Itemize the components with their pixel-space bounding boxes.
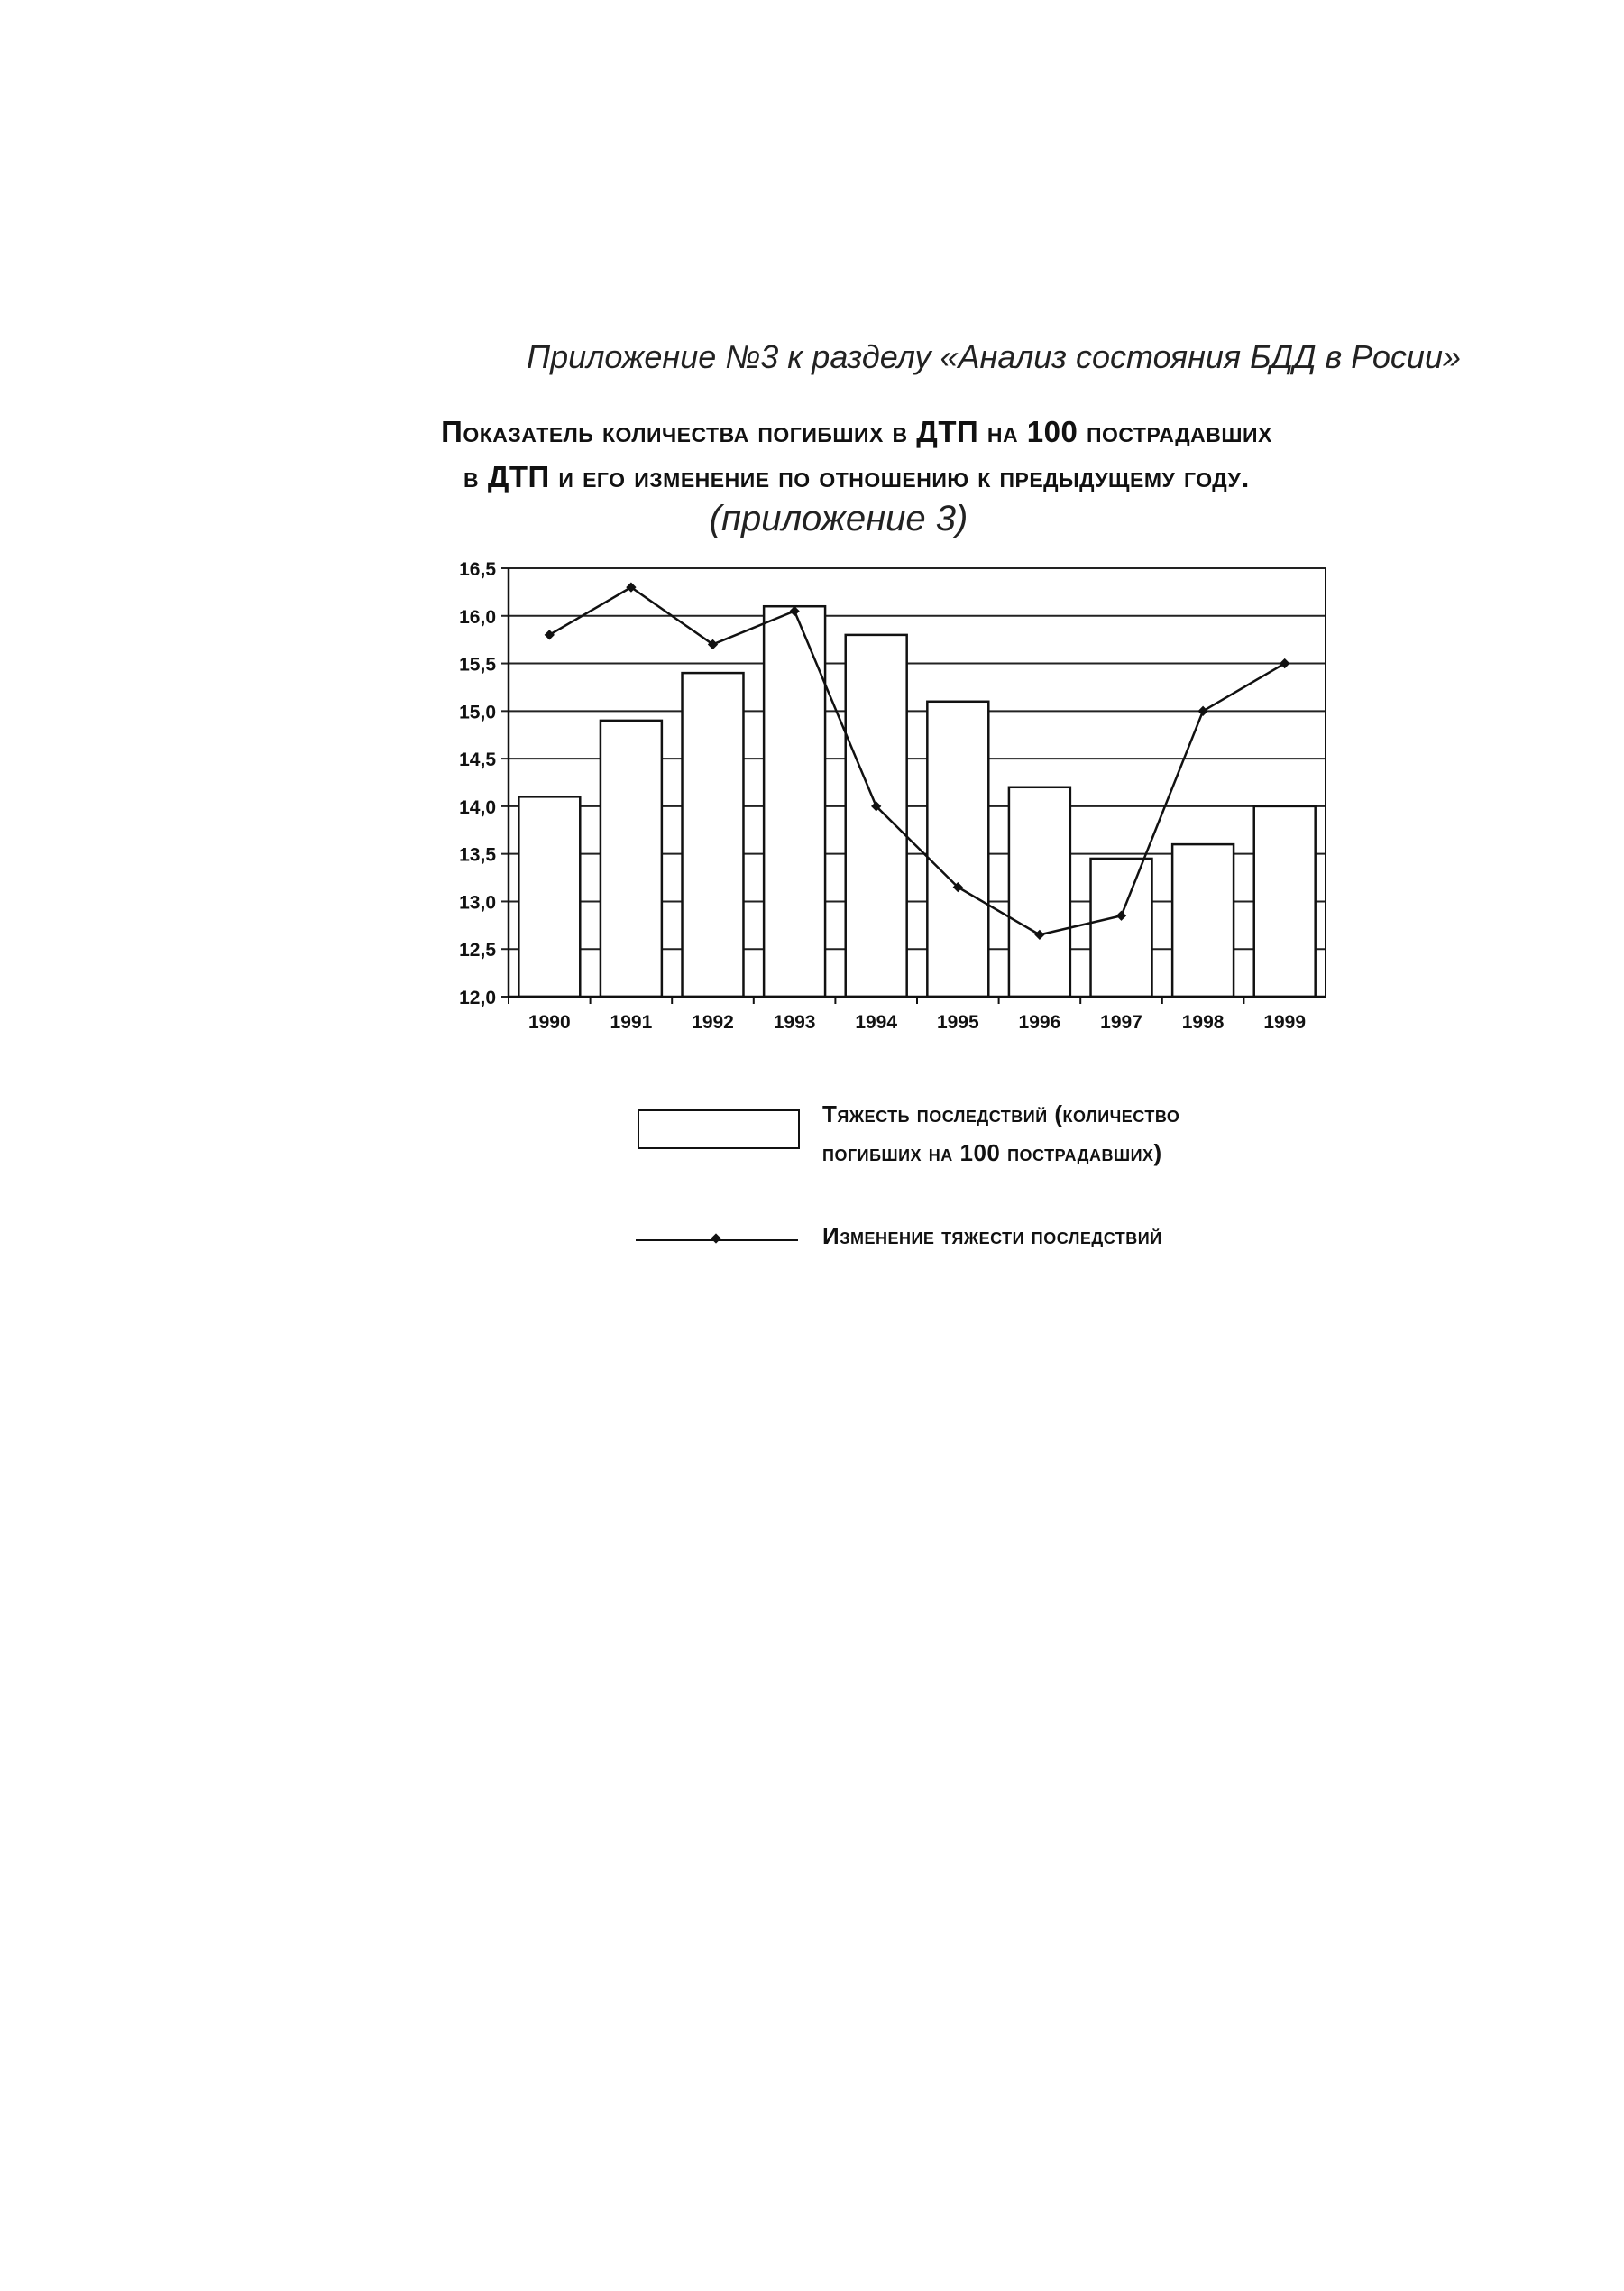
y-tick-label: 13,5	[459, 844, 496, 866]
x-tick-label: 1990	[528, 1012, 571, 1033]
line-point	[545, 630, 555, 639]
bar	[1091, 859, 1152, 997]
bar	[518, 796, 580, 997]
legend-bars-label-line-1: Тяжесть последствий (количество	[822, 1100, 1180, 1127]
legend-bars-label-line-2: погибших на 100 пострадавших)	[822, 1139, 1162, 1166]
x-tick-label: 1995	[936, 1012, 979, 1033]
chart	[424, 550, 1344, 1037]
y-tick-label: 14,5	[459, 750, 496, 771]
y-tick-label: 15,5	[459, 654, 496, 676]
bar	[1254, 806, 1316, 997]
legend-bar-swatch	[638, 1109, 800, 1149]
x-tick-label: 1991	[610, 1012, 653, 1033]
y-tick-labels	[459, 559, 496, 1008]
x-tick-label: 1994	[855, 1012, 898, 1033]
bar	[683, 673, 744, 997]
chart-title-line-1: Показатель количества погибших в ДТП на 100 пострадавших	[441, 415, 1272, 448]
bar	[927, 702, 988, 997]
legend-line-label: Изменение тяжести последствий	[822, 1222, 1162, 1249]
y-tick-label: 16,5	[459, 559, 496, 580]
chart-subtitle: (приложение 3)	[709, 499, 968, 538]
y-tick-label: 15,0	[459, 702, 496, 723]
line-point	[1197, 706, 1207, 716]
x-tick-label: 1998	[1181, 1012, 1225, 1033]
appendix-note: Приложение №3 к разделу «Анализ состояния БДД в Росии»	[526, 338, 1461, 375]
y-tick-label: 13,0	[459, 892, 496, 914]
x-tick-label: 1999	[1263, 1012, 1307, 1033]
bar	[1009, 787, 1070, 997]
y-tick-label: 16,0	[459, 606, 496, 628]
chart-title-line-2: в ДТП и его изменение по отношению к предыдущему году.	[463, 460, 1250, 493]
bar	[846, 635, 907, 997]
x-tick-label: 1992	[692, 1012, 734, 1033]
y-tick-label: 12,5	[459, 940, 496, 961]
x-tick-labels	[528, 1012, 1306, 1033]
bar	[601, 721, 662, 997]
line-point	[1280, 658, 1289, 668]
y-tick-label: 14,0	[459, 796, 496, 818]
bar-series	[518, 606, 1315, 997]
x-tick-label: 1993	[773, 1012, 816, 1033]
bar	[1172, 844, 1234, 997]
y-tick-label: 12,0	[459, 988, 496, 1008]
legend-diamond-marker-icon	[711, 1233, 720, 1243]
x-tick-label: 1996	[1018, 1012, 1061, 1033]
x-tick-label: 1997	[1100, 1012, 1142, 1033]
